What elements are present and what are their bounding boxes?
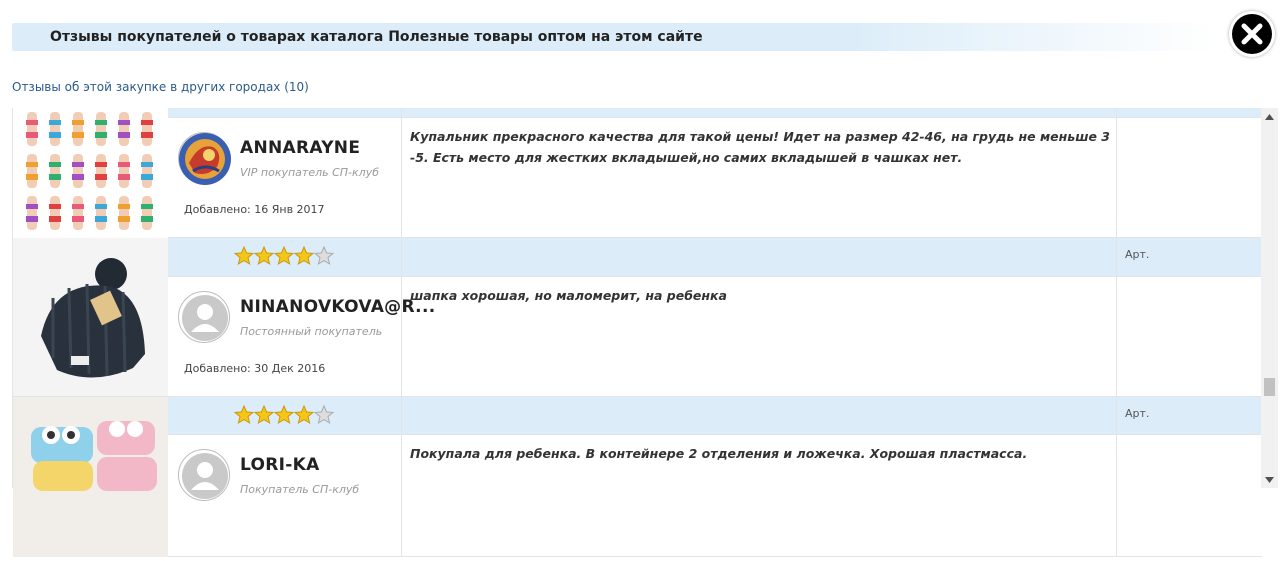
review-body	[168, 277, 1262, 397]
reviewer-cell	[168, 118, 402, 238]
reviewer-cell	[168, 277, 436, 397]
review-text-cell	[402, 277, 1117, 397]
close-icon	[1231, 13, 1273, 55]
avatar-image-icon	[179, 133, 231, 185]
review-text: Покупала для ребенка. В контейнере 2 отделения и ложечка. Хорошая пластмасса.	[410, 446, 1028, 461]
review-date: Добавлено: 30 Дек 2016	[184, 362, 326, 375]
avatar[interactable]	[178, 291, 230, 343]
default-user-icon	[179, 292, 231, 344]
avatar[interactable]	[178, 449, 230, 501]
star-filled-icon	[294, 405, 314, 425]
article-label: Арт.	[1125, 248, 1150, 261]
owl-lunchbox-product-image	[13, 397, 168, 557]
rating-stars	[234, 246, 334, 266]
rating-row	[168, 108, 1262, 118]
star-filled-icon	[274, 405, 294, 425]
product-image-lunchbox[interactable]	[13, 397, 168, 557]
other-cities-link[interactable]: Отзывы об этой закупке в других городах (10)	[12, 80, 309, 94]
page-title: Отзывы покупателей о товарах каталога Полезные товары оптом на этом сайте	[50, 29, 703, 45]
star-filled-icon	[274, 246, 294, 266]
reviewer-cell	[168, 435, 402, 557]
review-text: Купальник прекрасного качества для такой цены! Идет на размер 42-46, на грудь не меньше 3-5. Есть место для жестких вкладышей,но самих вкладышей в чашках нет.	[410, 129, 1110, 165]
reviewer-name[interactable]: NINANOVKOVA@R...	[240, 297, 436, 317]
article-label: Арт.	[1125, 407, 1150, 420]
review-text-cell	[402, 118, 1117, 238]
star-empty-icon	[314, 405, 334, 425]
rating-row	[168, 397, 1262, 435]
rating-row	[168, 238, 1262, 277]
rating-stars	[234, 405, 334, 425]
reviewer-name[interactable]: ANNARAYNE	[240, 138, 361, 158]
reviews-list[interactable]	[12, 108, 1261, 496]
avatar[interactable]	[178, 132, 230, 184]
review-date: Добавлено: 16 Янв 2017	[184, 203, 325, 216]
swimsuit-product-image	[13, 108, 168, 238]
scroll-up-arrow-icon[interactable]	[1261, 108, 1278, 125]
reviewer-status: VIP покупатель СП-клуб	[240, 166, 379, 179]
review-text: шапка хорошая, но маломерит, на ребенка	[410, 288, 727, 303]
product-image-swimsuits[interactable]	[13, 108, 168, 238]
star-empty-icon	[314, 246, 334, 266]
review-item	[13, 108, 1262, 238]
scrollbar-thumb[interactable]	[1264, 378, 1275, 396]
knit-hat-product-image	[13, 238, 168, 396]
star-filled-icon	[234, 246, 254, 266]
reviewer-status: Постоянный покупатель	[240, 325, 383, 338]
star-filled-icon	[254, 246, 274, 266]
default-user-icon	[179, 450, 231, 502]
star-filled-icon	[254, 405, 274, 425]
reviewer-status: Покупатель СП-клуб	[240, 483, 360, 496]
product-image-hat[interactable]	[13, 238, 168, 396]
review-item	[13, 397, 1262, 557]
star-filled-icon	[234, 405, 254, 425]
scrollbar[interactable]	[1261, 108, 1278, 488]
star-filled-icon	[294, 246, 314, 266]
review-body	[168, 118, 1262, 238]
review-body	[168, 435, 1262, 557]
scroll-down-arrow-icon[interactable]	[1261, 471, 1278, 488]
close-button[interactable]	[1229, 11, 1275, 57]
reviewer-name[interactable]: LORI-KA	[240, 455, 320, 475]
review-item	[13, 238, 1262, 397]
review-text-cell	[402, 435, 1117, 557]
